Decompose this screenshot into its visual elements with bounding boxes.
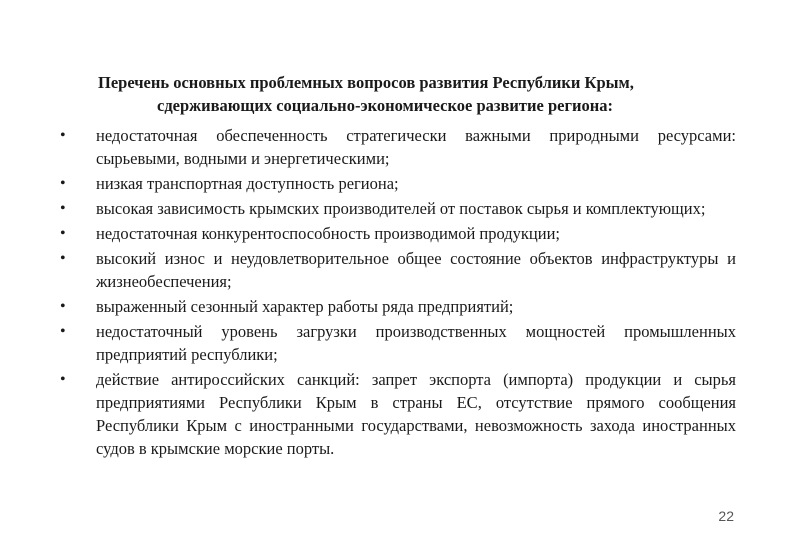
bullet-icon: • (60, 127, 66, 144)
list-item (60, 247, 736, 293)
list-item (60, 197, 736, 220)
list-item-text: недостаточная обеспеченность стратегически важными природными ресурсами: сырьевыми, водными и энергетическими; (96, 126, 736, 168)
list-item-text: низкая транспортная доступность региона; (96, 174, 399, 193)
list-item-text: выраженный сезонный характер работы ряда предприятий; (96, 297, 514, 316)
bullet-icon: • (60, 250, 66, 267)
slide-title-line-1: Перечень основных проблемных вопросов развития Республики Крым, (98, 73, 634, 92)
list-item-text: действие антироссийских санкций: запрет экспорта (импорта) продукции и сырья предприятиями Республики Крым в страны ЕС, отсутствие прямого сообщения Республики Крым с иностранными государствами, невозможность захода иностранных судов в крымские морские порты. (96, 370, 736, 458)
bullet-icon: • (60, 298, 66, 315)
list-item-text: недостаточный уровень загрузки производственных мощностей промышленных предприятий республики; (96, 322, 736, 364)
page-number: 22 (718, 508, 734, 524)
list-item (60, 172, 736, 195)
list-item (60, 295, 736, 318)
slide-title-line-2: сдерживающих социально-экономическое развитие региона: (157, 96, 613, 115)
list-item (60, 222, 736, 245)
list-item-text: недостаточная конкурентоспособность производимой продукции; (96, 224, 561, 243)
bullet-icon: • (60, 175, 66, 192)
list-item (60, 368, 736, 460)
list-item (60, 320, 736, 366)
bullet-icon: • (60, 225, 66, 242)
bullet-icon: • (60, 371, 66, 388)
list-item (60, 124, 736, 170)
bullet-icon: • (60, 200, 66, 217)
list-item-text: высокая зависимость крымских производителей от поставок сырья и комплектующих; (96, 199, 706, 218)
slide-title (70, 71, 730, 117)
bullet-icon: • (60, 323, 66, 340)
list-item-text: высокий износ и неудовлетворительное общее состояние объектов инфраструктуры и жизнеобеспечения; (96, 249, 736, 291)
problems-list (60, 124, 736, 462)
